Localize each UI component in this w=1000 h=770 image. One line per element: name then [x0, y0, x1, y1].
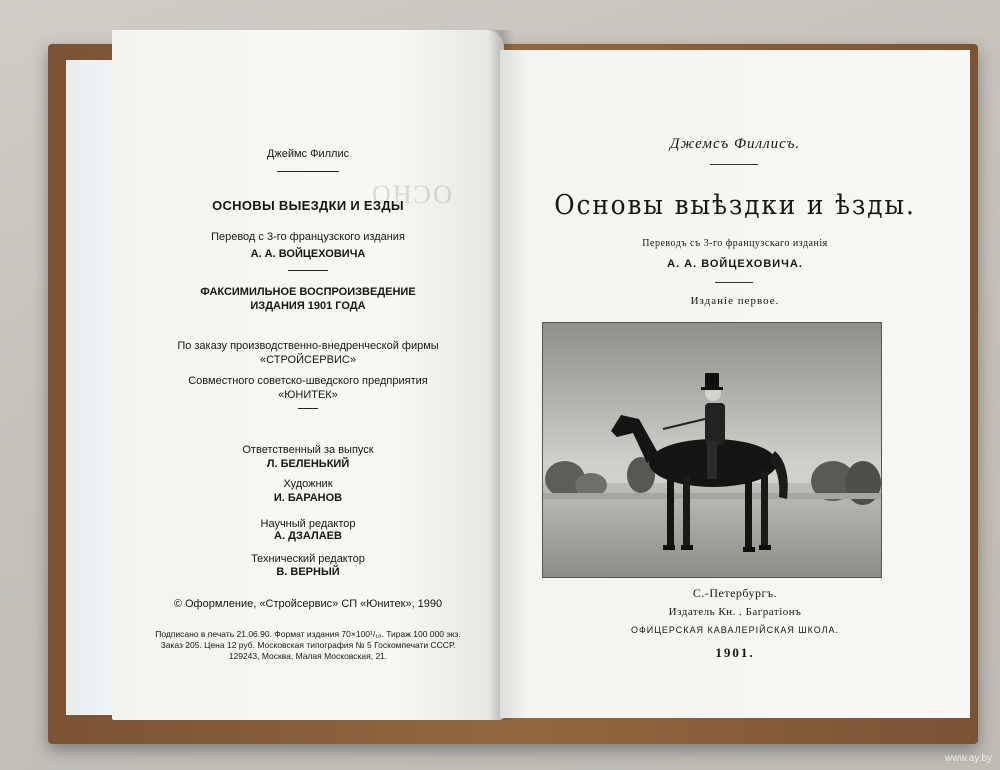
- left-translation-note: Перевод с 3-го французского издания: [211, 231, 405, 243]
- credit-role: Технический редактор: [251, 553, 365, 565]
- credit-role: Научный редактор: [260, 518, 356, 530]
- right-rule-1: [710, 164, 758, 165]
- endpaper-strip: [66, 60, 118, 715]
- right-title: Основы выѣздки и ѣзды.: [554, 190, 916, 221]
- left-facsimile-line1: ФАКСИМИЛЬНОЕ ВОСПРОИЗВЕДЕНИЕ: [200, 286, 416, 298]
- show-through-text: ОСНО: [370, 180, 452, 209]
- left-facsimile-line2: ИЗДАНИЯ 1901 ГОДА: [250, 300, 366, 312]
- left-copyright: © Оформление, «Стройсервис» СП «Юнитек», 1990: [173, 598, 443, 610]
- left-page: [112, 30, 504, 720]
- right-page: [500, 50, 970, 718]
- right-rule-2: [715, 282, 753, 283]
- right-year: 1901.: [715, 645, 755, 660]
- credit-name: А. ДЗАЛАЕВ: [274, 530, 342, 542]
- left-order-line1: По заказу производственно-внедренческой фирмы: [177, 340, 439, 352]
- right-edition: Изданіе первое.: [690, 295, 780, 307]
- left-rule-3: [298, 408, 318, 409]
- credit-name: Л. БЕЛЕНЬКИЙ: [266, 458, 350, 470]
- left-title: ОСНОВЫ ВЫЕЗДКИ И ЕЗДЫ: [212, 198, 404, 213]
- right-school: ОФИЦЕРСКАЯ КАВАЛЕРІЙСКАЯ ШКОЛА.: [630, 625, 840, 635]
- left-order-line2: «СТРОЙСЕРВИС»: [260, 354, 356, 366]
- left-joint-line1: Совместного советско-шведского предприятия: [188, 375, 428, 387]
- left-translator: А. А. ВОЙЦЕХОВИЧА: [250, 248, 366, 260]
- right-author: Джемсъ Филлисъ.: [669, 136, 801, 152]
- horse-rider-photo: [542, 322, 882, 578]
- right-publisher: Издатель Кн. . Багратіонъ: [668, 606, 802, 618]
- right-translator: А. А. ВОЙЦЕХОВИЧА.: [667, 258, 803, 270]
- right-translation-note: Переводъ съ 3-го французскаго изданія: [642, 238, 828, 249]
- credit-role: Художник: [283, 478, 333, 490]
- photo-illustration: [543, 323, 881, 577]
- watermark: www.ay.by: [944, 753, 992, 764]
- imprint-line: Заказ 205. Цена 12 руб. Московская типография № 5 Госкомпечати СССР.: [160, 640, 456, 650]
- imprint-line: Подписано в печать 21.06.90. Формат издания 70×100¹/₁₆. Тираж 100 000 экз.: [155, 629, 461, 639]
- credit-role: Ответственный за выпуск: [242, 444, 374, 456]
- left-rule-2: [288, 270, 328, 271]
- credit-name: И. БАРАНОВ: [273, 492, 343, 504]
- credit-name: В. ВЕРНЫЙ: [276, 566, 340, 578]
- imprint-line: 129243, Москва, Малая Московская, 21.: [228, 651, 388, 661]
- left-rule-1: [277, 171, 339, 172]
- right-city: С.-Петербургъ.: [692, 586, 778, 600]
- left-joint-line2: «ЮНИТЕК»: [278, 389, 338, 401]
- left-author: Джеймс Филлис: [266, 148, 350, 160]
